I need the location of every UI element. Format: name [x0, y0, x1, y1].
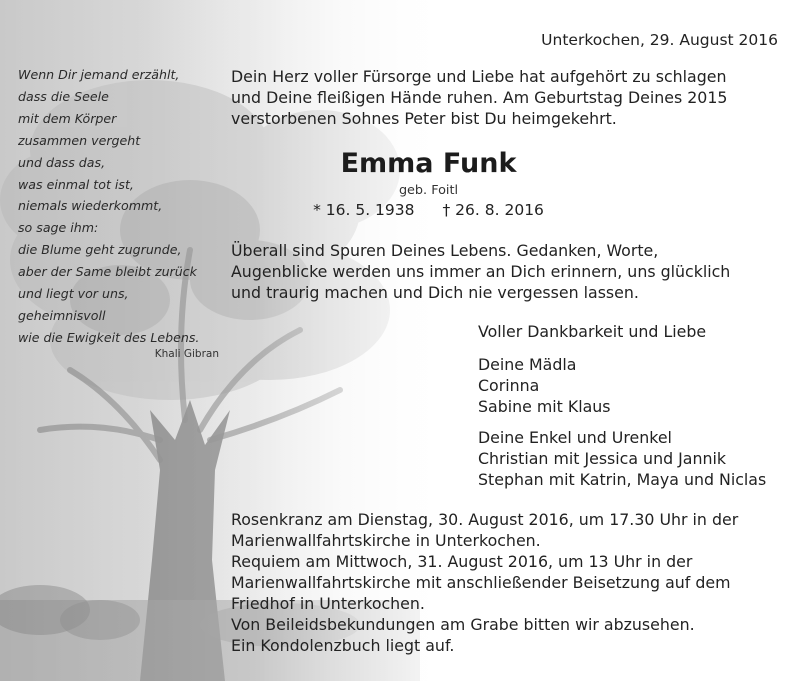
life-dates: [231, 201, 626, 219]
mourners-daughters: [478, 354, 788, 417]
maiden-name: geb. Foitl: [398, 183, 459, 198]
poem: [18, 64, 223, 361]
poem-line: und liegt vor uns,: [18, 286, 129, 302]
service-line: Friedhof in Unterkochen.: [231, 594, 425, 613]
service-line: Requiem am Mittwoch, 31. August 2016, um 13 Uhr in der: [231, 552, 693, 571]
mourner-line: Deine Enkel und Urenkel: [478, 428, 672, 447]
service-line: Rosenkranz am Dienstag, 30. August 2016, um 17.30 Uhr in der: [231, 510, 739, 529]
intro-paragraph: [231, 66, 783, 129]
poem-line: mit dem Körper: [18, 110, 117, 126]
memorial-line: Augenblicke werden uns immer an Dich erinnern, uns glücklich: [231, 262, 731, 281]
birth-date: * 16. 5. 1938: [313, 201, 415, 219]
mourner-line: Corinna: [478, 376, 540, 395]
intro-line: verstorbenen Sohnes Peter bist Du heimgekehrt.: [231, 109, 617, 128]
service-line: Ein Kondolenzbuch liegt auf.: [231, 636, 455, 655]
poem-author: Khali Gibran: [154, 347, 219, 360]
poem-line: geheimnisvoll: [18, 307, 106, 323]
mourner-line: Sabine mit Klaus: [478, 397, 611, 416]
death-date: † 26. 8. 2016: [442, 201, 544, 219]
poem-line: und dass das,: [18, 154, 106, 170]
poem-line: niemals wiederkommt,: [18, 198, 163, 214]
poem-line: zusammen vergeht: [18, 132, 141, 148]
poem-line: so sage ihm:: [18, 220, 99, 236]
memorial-paragraph: [231, 240, 783, 303]
mourner-line: Christian mit Jessica und Jannik: [478, 449, 727, 468]
intro-line: Dein Herz voller Fürsorge und Liebe hat aufgehört zu schlagen: [231, 67, 727, 86]
poem-line: dass die Seele: [18, 88, 109, 104]
memorial-line: und traurig machen und Dich nie vergessen lassen.: [231, 283, 639, 302]
service-information: [231, 509, 783, 656]
poem-line: die Blume geht zugrunde,: [18, 242, 182, 258]
poem-line: aber der Same bleibt zurück: [18, 264, 197, 280]
mourner-line: Stephan mit Katrin, Maya und Niclas: [478, 470, 767, 489]
service-line: Von Beileidsbekundungen am Grabe bitten wir abzusehen.: [231, 615, 695, 634]
service-line: Marienwallfahrtskirche mit anschließender Beisetzung auf dem: [231, 573, 731, 592]
intro-line: und Deine fleißigen Hände ruhen. Am Geburtstag Deines 2015: [231, 88, 728, 107]
poem-line: wie die Ewigkeit des Lebens.: [18, 329, 200, 345]
poem-line: was einmal tot ist,: [18, 176, 134, 192]
mourner-line: Deine Mädla: [478, 355, 577, 374]
place-and-date: Unterkochen, 29. August 2016: [541, 31, 778, 49]
closing-line: Voller Dankbarkeit und Liebe: [478, 322, 707, 341]
poem-line: Wenn Dir jemand erzählt,: [18, 67, 180, 82]
service-line: Marienwallfahrtskirche in Unterkochen.: [231, 531, 541, 550]
deceased-name: Emma Funk: [340, 148, 517, 179]
memorial-line: Überall sind Spuren Deines Lebens. Gedanken, Worte,: [231, 241, 659, 260]
mourners-grandchildren: [478, 427, 788, 490]
